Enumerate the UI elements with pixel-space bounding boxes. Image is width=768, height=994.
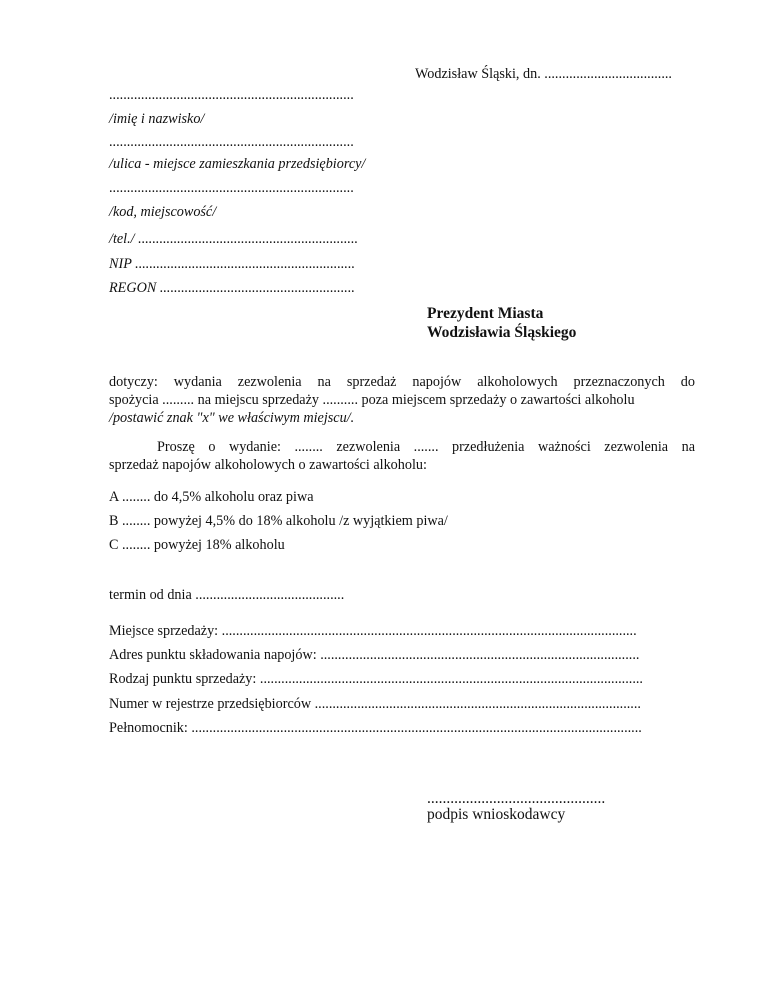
subject-line-2: spożycia ......... na miejscu sprzedaży .......... poza miejscem sprzedaży o zawartości alkoholu — [109, 392, 635, 408]
subject-line-1: dotyczy: wydania zezwolenia na sprzedaż napojów alkoholowych przeznaczonych do — [109, 374, 695, 390]
term-field: termin od dnia .......................................... — [109, 587, 345, 603]
field-register-number: Numer w rejestrze przedsiębiorców ............................................................................................ — [109, 696, 641, 712]
option-b: B ........ powyżej 4,5% do 18% alkoholu /z wyjątkiem piwa/ — [109, 513, 448, 529]
field-proxy: Pełnomocnik: ............................................................................................................................... — [109, 720, 642, 736]
field-storage-address: Adres punktu składowania napojów: .......................................................................................... — [109, 647, 640, 663]
tel-field: /tel./ .............................................................. — [109, 231, 359, 247]
signature-label: podpis wnioskodawcy — [427, 806, 566, 823]
option-a: A ........ do 4,5% alkoholu oraz piwa — [109, 489, 314, 505]
name-dots: ..................................................................... — [109, 87, 354, 103]
name-label: /imię i nazwisko/ — [109, 111, 205, 127]
street-dots: ..................................................................... — [109, 134, 354, 150]
request-line-1: Proszę o wydanie: ........ zezwolenia ....... przedłużenia ważności zezwolenia na — [157, 439, 695, 455]
subject-note: /postawić znak "x" we właściwym miejscu/. — [109, 410, 355, 426]
regon-field: REGON ....................................................... — [109, 280, 355, 296]
addressee-title: Prezydent Miasta — [427, 305, 544, 322]
option-c: C ........ powyżej 18% alkoholu — [109, 537, 285, 553]
code-dots: ..................................................................... — [109, 180, 354, 196]
field-point-type: Rodzaj punktu sprzedaży: ............................................................................................................ — [109, 671, 643, 687]
nip-field: NIP .............................................................. — [109, 256, 356, 272]
field-sale-place: Miejsce sprzedaży: ..................................................................................................................... — [109, 623, 637, 639]
street-label: /ulica - miejsce zamieszkania przedsiębiorcy/ — [109, 156, 366, 172]
code-label: /kod, miejscowość/ — [109, 204, 217, 220]
addressee-city: Wodzisławia Śląskiego — [427, 324, 577, 341]
request-line-2: sprzedaż napojów alkoholowych o zawartości alkoholu: — [109, 457, 427, 473]
signature-dots: .............................................. — [427, 790, 606, 807]
place-date: Wodzisław Śląski, dn. .................................... — [415, 66, 672, 82]
